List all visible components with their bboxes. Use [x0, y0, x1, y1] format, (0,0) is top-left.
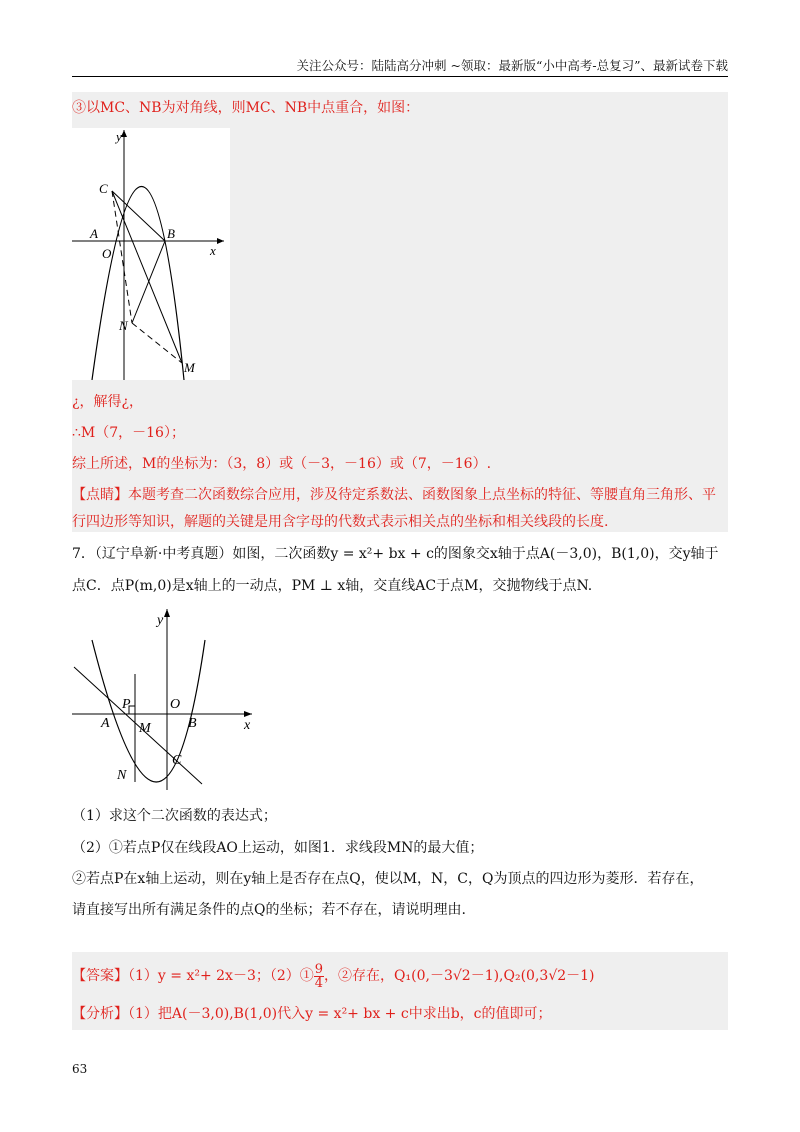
answer-part2: ，②存在，Q₁(0,－3√2－1),Q₂(0,3√2－1): [324, 968, 595, 984]
fig2-label-o: O: [170, 697, 181, 712]
fig2-label-y: y: [157, 613, 164, 628]
fig2-label-x: x: [244, 718, 251, 733]
comment-text-1: 本题考查二次函数综合应用，涉及待定系数法、函数图象上点坐标的特征、等腰直角三角形、平: [128, 487, 716, 503]
fig2-label-a: A: [101, 716, 110, 731]
fig1-label-a: A: [90, 226, 98, 241]
problem7-line2: 点C．点P(m,0)是x轴上的一动点，PM ⊥ x轴，交直线AC于点M，交抛物线于点N.: [72, 578, 593, 594]
part3-summary: 综上所述，M的坐标为：（3，8）或（－3，－16）或（7，－16）.: [72, 456, 492, 472]
question-1: （1）求这个二次函数的表达式；: [72, 808, 277, 824]
comment-line1: [72, 485, 728, 505]
answer-fraction: [314, 963, 324, 990]
fig1-label-o: O: [102, 246, 112, 261]
fig1-label-y: y: [116, 129, 122, 144]
analysis-text: （1）把A(－3,0),B(1,0)代入y = x²+ bx + c中求出b，c的值即可；: [128, 1006, 552, 1022]
page-number: 63: [72, 1062, 88, 1076]
fig2-label-b: B: [188, 716, 197, 731]
answer-tag: 【答案】: [72, 968, 128, 984]
question-2b-line1: ②若点P在x轴上运动，则在y轴上是否存在点Q，使以M，N，C，Q为顶点的四边形为菱形．若存在，: [72, 871, 704, 887]
fig2-label-n: N: [117, 768, 127, 783]
answer-part1: （1）y = x²+ 2x－3；（2）①: [128, 968, 314, 984]
fig1-label-m: M: [184, 360, 195, 375]
fig1-label-x: x: [210, 243, 216, 258]
figure-problem7: [72, 604, 267, 790]
part3-intro: ③以MC、NB为对角线，则MC、NB中点重合，如图：: [72, 100, 420, 116]
comment-tag: 【点睛】: [72, 487, 128, 503]
fig2-label-m: M: [139, 721, 151, 736]
answer-line: [72, 960, 728, 992]
figure-parallelogram: [72, 128, 230, 380]
part3-result: ∴M（7，－16）；: [72, 425, 185, 441]
question-2a: （2）①若点P仅在线段AO上运动，如图1．求线段MN的最大值；: [72, 840, 484, 856]
fraction-denominator: 4: [314, 975, 324, 991]
page-header: 关注公众号：陆陆高分冲刺 ~领取：最新版“小中高考-总复习”、最新试卷下载: [72, 56, 728, 77]
fig1-label-n: N: [119, 318, 128, 333]
problem7-line1: 7．（辽宁阜新·中考真题）如图，二次函数y = x²+ bx + c的图象交x轴于点A(－3,0)，B(1,0)，交y轴于: [72, 546, 719, 562]
analysis-line: [72, 1004, 728, 1024]
analysis-tag: 【分析】: [72, 1006, 128, 1022]
fig1-label-c: C: [99, 181, 108, 196]
fig2-label-p: P: [122, 697, 131, 712]
part3-solve: ¿，解得¿，: [72, 394, 144, 410]
fig2-label-c: C: [172, 753, 182, 768]
fig1-label-b: B: [167, 226, 175, 241]
question-2b-line2: 请直接写出所有满足条件的点Q的坐标；若不存在，请说明理由.: [72, 902, 466, 918]
fraction-numerator: 9: [314, 961, 324, 977]
comment-line2: 行四边形等知识，解题的关键是用含字母的代数式表示相关点的坐标和相关线段的长度.: [72, 514, 609, 530]
